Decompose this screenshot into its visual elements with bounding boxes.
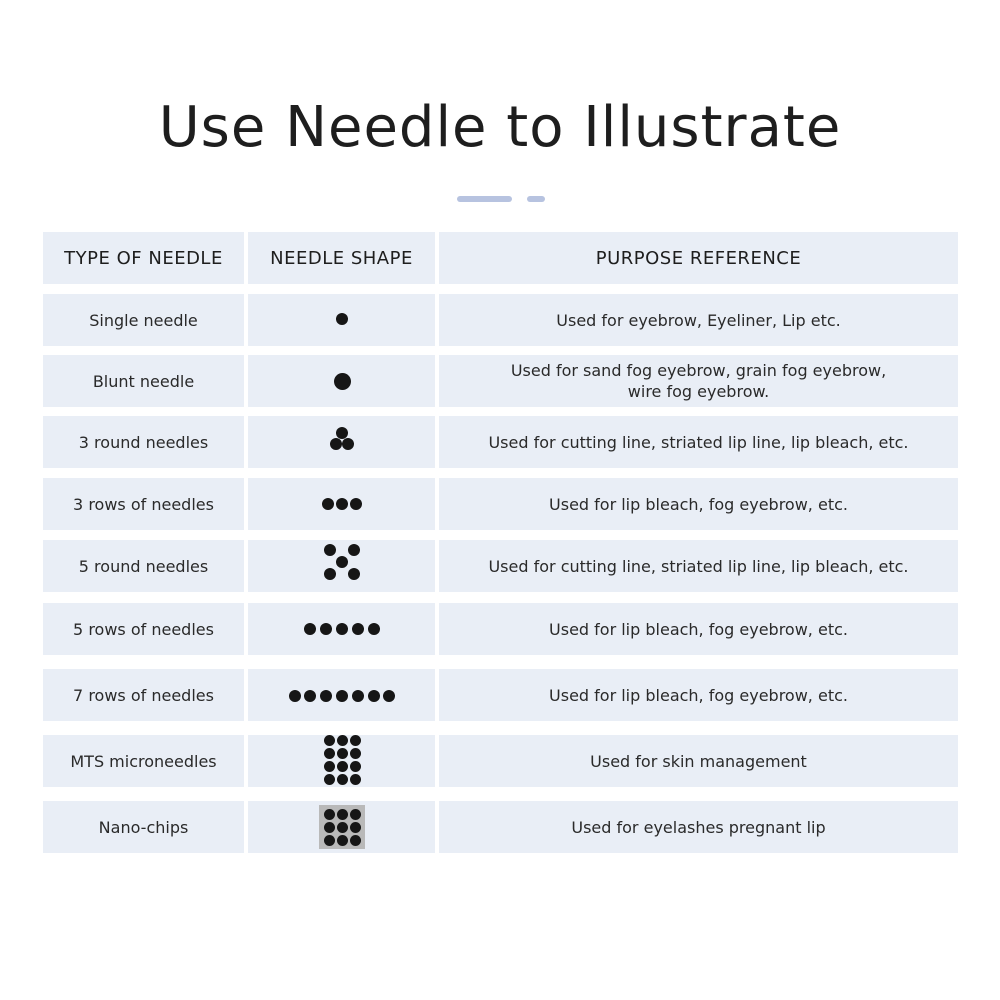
needle-dot xyxy=(350,774,361,785)
purpose-cell xyxy=(439,416,958,468)
needle-type-label: 7 rows of needles xyxy=(73,685,214,705)
needle-dot xyxy=(304,623,316,635)
needle-dot xyxy=(322,498,334,510)
needle-dot xyxy=(324,774,335,785)
header-shape-label: NEEDLE SHAPE xyxy=(270,247,413,269)
purpose-cell xyxy=(439,603,958,655)
needle-dot xyxy=(304,690,316,702)
needle-dot xyxy=(330,438,342,450)
shape-cell xyxy=(248,355,435,407)
type-cell xyxy=(43,540,244,592)
needle-type-label: 3 rows of needles xyxy=(73,494,214,514)
header-cell-purpose xyxy=(439,232,958,284)
table-row xyxy=(43,416,958,468)
purpose-text xyxy=(478,556,918,577)
type-cell xyxy=(43,735,244,787)
nano-chip-icon xyxy=(248,801,435,853)
needle-dot xyxy=(324,748,335,759)
needle-dot xyxy=(336,313,348,325)
needle-dot xyxy=(336,556,348,568)
purpose-text xyxy=(539,685,858,706)
needle-dot xyxy=(320,690,332,702)
needle-dot xyxy=(324,761,335,772)
dot-grid-icon xyxy=(248,735,435,787)
purpose-line: Used for lip bleach, fog eyebrow, etc. xyxy=(549,619,848,639)
purpose-text xyxy=(580,751,817,772)
purpose-text xyxy=(539,619,858,640)
table-row xyxy=(43,801,958,853)
purpose-text xyxy=(546,310,850,331)
purpose-cell xyxy=(439,540,958,592)
shape-cell xyxy=(248,478,435,530)
header-purpose-label: PURPOSE REFERENCE xyxy=(595,247,802,269)
purpose-cell xyxy=(439,735,958,787)
purpose-line: Used for eyebrow, Eyeliner, Lip etc. xyxy=(556,310,841,330)
needle-dot xyxy=(350,748,361,759)
table-header-row xyxy=(43,232,958,284)
needle-dot xyxy=(368,690,380,702)
shape-cell xyxy=(248,294,435,346)
header-cell-shape xyxy=(248,232,435,284)
needle-dot xyxy=(324,835,335,846)
page-title: Use Needle to Illustrate xyxy=(158,95,842,160)
needle-type-label: Blunt needle xyxy=(92,371,195,391)
table-row xyxy=(43,669,958,721)
header-type-label: TYPE OF NEEDLE xyxy=(64,247,223,269)
needle-dot xyxy=(337,761,348,772)
needle-dot xyxy=(336,623,348,635)
needle-dot xyxy=(350,761,361,772)
needle-dot xyxy=(352,690,364,702)
three-dot-row-icon xyxy=(248,478,435,530)
needle-dot xyxy=(352,623,364,635)
five-dot-x-icon xyxy=(248,540,435,592)
needle-type-label: 3 round needles xyxy=(78,432,209,452)
shape-cell xyxy=(248,540,435,592)
needle-dot xyxy=(383,690,395,702)
needle-type-label: MTS microneedles xyxy=(70,751,217,771)
shape-cell xyxy=(248,669,435,721)
purpose-line: wire fog eyebrow. xyxy=(627,382,770,401)
title-divider-long xyxy=(457,196,512,202)
needle-dot xyxy=(348,568,360,580)
type-cell xyxy=(43,669,244,721)
needle-type-label: 5 rows of needles xyxy=(73,619,214,639)
single-dot-icon xyxy=(248,294,435,346)
needle-dot xyxy=(337,809,348,820)
needle-type-label: Nano-chips xyxy=(98,817,189,837)
table-row xyxy=(43,478,958,530)
purpose-cell xyxy=(439,801,958,853)
needle-dot xyxy=(350,498,362,510)
header-cell-type xyxy=(43,232,244,284)
purpose-line: Used for eyelashes pregnant lip xyxy=(571,817,826,837)
table-row xyxy=(43,603,958,655)
needle-dot xyxy=(336,690,348,702)
type-cell xyxy=(43,355,244,407)
needle-dot xyxy=(348,544,360,556)
purpose-text xyxy=(478,432,918,453)
needle-dot xyxy=(337,748,348,759)
seven-dot-row-icon xyxy=(248,669,435,721)
purpose-line: Used for lip bleach, fog eyebrow, etc. xyxy=(549,685,848,705)
needle-dot xyxy=(337,822,348,833)
large-dot-icon xyxy=(248,355,435,407)
type-cell xyxy=(43,603,244,655)
shape-cell xyxy=(248,603,435,655)
needle-dot xyxy=(337,735,348,746)
purpose-cell xyxy=(439,294,958,346)
needle-type-label: 5 round needles xyxy=(78,556,209,576)
needle-dot xyxy=(324,568,336,580)
purpose-line: Used for cutting line, striated lip line, lip bleach, etc. xyxy=(488,432,909,452)
purpose-line: Used for skin management xyxy=(590,751,807,771)
purpose-cell xyxy=(439,478,958,530)
needle-dot xyxy=(350,822,361,833)
three-dot-triangle-icon xyxy=(248,416,435,468)
type-cell xyxy=(43,294,244,346)
type-cell xyxy=(43,416,244,468)
purpose-line: Used for cutting line, striated lip line, lip bleach, etc. xyxy=(488,556,909,576)
needle-dot xyxy=(324,735,335,746)
needle-dot xyxy=(337,774,348,785)
needle-dot xyxy=(350,809,361,820)
needle-dot xyxy=(342,438,354,450)
needle-dot xyxy=(324,544,336,556)
needle-dot xyxy=(350,835,361,846)
table-row xyxy=(43,294,958,346)
title-divider-short xyxy=(527,196,545,202)
needle-type-label: Single needle xyxy=(89,310,198,330)
needle-dot xyxy=(320,623,332,635)
type-cell xyxy=(43,801,244,853)
shape-cell xyxy=(248,416,435,468)
needle-dot xyxy=(337,835,348,846)
purpose-text xyxy=(561,817,835,838)
purpose-cell xyxy=(439,669,958,721)
purpose-text xyxy=(501,360,896,402)
table-row xyxy=(43,355,958,407)
needle-dot xyxy=(289,690,301,702)
purpose-text xyxy=(539,494,858,515)
needle-dot xyxy=(334,373,351,390)
type-cell xyxy=(43,478,244,530)
needle-dot xyxy=(368,623,380,635)
table-row xyxy=(43,540,958,592)
needle-dot xyxy=(350,735,361,746)
purpose-cell xyxy=(439,355,958,407)
purpose-line: Used for sand fog eyebrow, grain fog eyebrow, xyxy=(510,361,887,380)
five-dot-row-icon xyxy=(248,603,435,655)
needle-dot xyxy=(324,822,335,833)
purpose-line: Used for lip bleach, fog eyebrow, etc. xyxy=(549,494,848,514)
table-row xyxy=(43,735,958,787)
shape-cell xyxy=(248,801,435,853)
needle-dot xyxy=(324,809,335,820)
needle-dot xyxy=(336,498,348,510)
shape-cell xyxy=(248,735,435,787)
